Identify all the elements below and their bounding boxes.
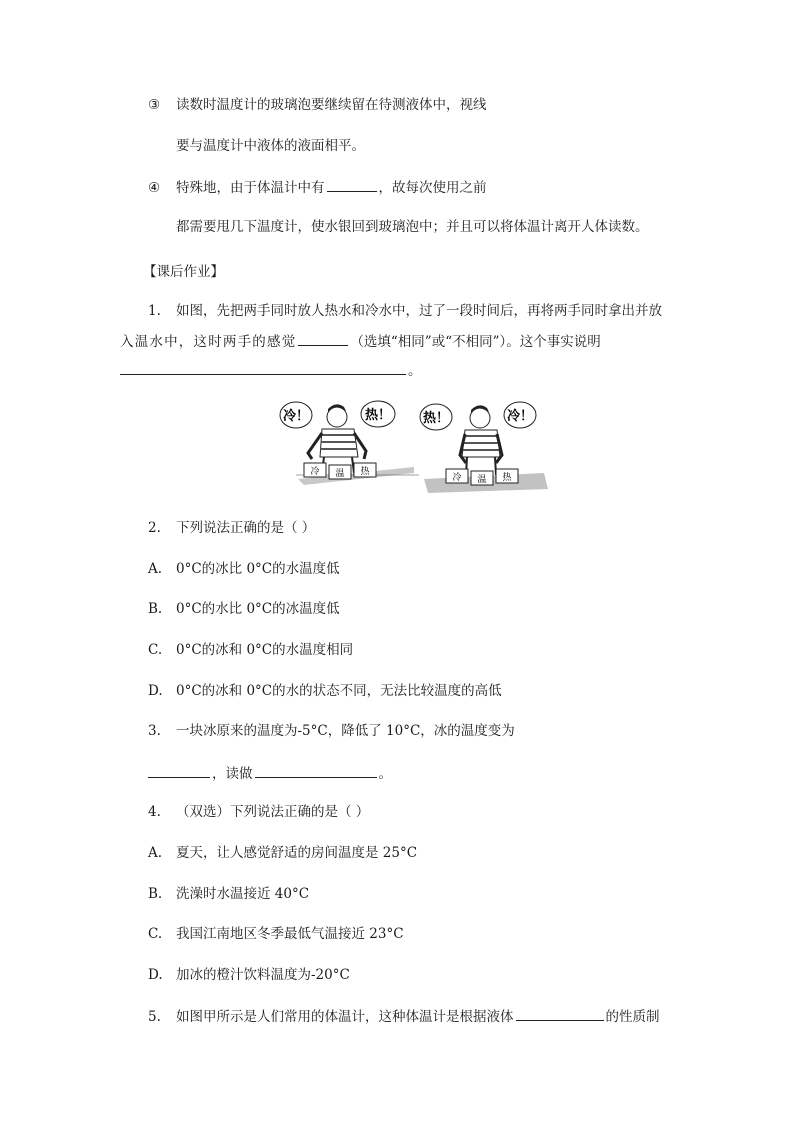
q4-option-a[interactable] <box>148 844 417 862</box>
q5-text-1a: 如图甲所示是人们常用的体温计，这种体温计是根据液体 <box>176 1009 514 1025</box>
q1-text-2b: （选填“相同”或“不相同”）。这个事实说明 <box>350 334 601 350</box>
q5-number: 5. <box>148 1009 161 1025</box>
q4-stem <box>148 803 369 821</box>
item-3-line-1 <box>148 96 487 114</box>
q2-text: 下列说法正确的是（ ） <box>176 520 316 536</box>
q4-option-b[interactable] <box>148 885 309 903</box>
q5-text-1b: 的性质制 <box>605 1009 660 1025</box>
item-3-marker: ③ <box>148 97 161 113</box>
q1-line-2 <box>120 331 601 351</box>
q3-number: 3. <box>148 723 161 739</box>
q2-option-c[interactable] <box>148 641 353 659</box>
q4-number: 4. <box>148 804 161 820</box>
option-letter: C. <box>148 642 163 658</box>
item-3-text: 读数时温度计的玻璃泡要继续留在待测液体中，视线 <box>176 97 487 113</box>
basin-label-hot: 热 <box>360 467 370 477</box>
item-3-line-2: 要与温度计中液体的液面相平。 <box>176 138 365 154</box>
left-scene <box>280 401 419 485</box>
basin-label-warm: 温 <box>335 469 345 479</box>
q2-stem <box>148 519 315 537</box>
q5-line-1 <box>148 1006 660 1026</box>
answer-blank[interactable] <box>298 331 348 346</box>
item-4-text-b: ，故每次使用之前 <box>378 180 487 196</box>
option-letter: D. <box>148 967 163 983</box>
option-text: 0°C的水比 0°C的冰温度低 <box>176 601 340 617</box>
basin-label-cold: 冷 <box>452 473 462 483</box>
q4-text: （双选）下列说法正确的是（ ） <box>176 804 370 820</box>
q1-line-1 <box>148 302 662 320</box>
q2-option-a[interactable] <box>148 560 340 578</box>
answer-blank[interactable] <box>255 763 377 778</box>
q3-text-1: 一块冰原来的温度为-5°C，降低了 10°C，冰的温度变为 <box>176 723 515 739</box>
option-letter: A. <box>148 561 163 577</box>
q3-line-1 <box>148 722 515 740</box>
option-text: 0°C的冰和 0°C的水的状态不同，无法比较温度的高低 <box>176 683 502 699</box>
bubble-text-hot: 热！ <box>422 411 450 426</box>
basin-label-hot: 热 <box>502 473 512 483</box>
q1-number: 1. <box>148 303 161 319</box>
section-title: 【课后作业】 <box>143 264 224 280</box>
item-4-marker: ④ <box>148 180 161 196</box>
q4-option-d[interactable] <box>148 966 350 984</box>
answer-blank[interactable] <box>148 763 210 778</box>
q2-number: 2. <box>148 520 161 536</box>
q2-option-d[interactable] <box>148 682 502 700</box>
item-4-text-a: 特殊地，由于体温计中有 <box>176 180 325 196</box>
q1-text-1: 如图，先把两手同时放人热水和冷水中，过了一段时间后，再将两手同时拿出并放 <box>176 303 662 319</box>
option-text: 夏天，让人感觉舒适的房间温度是 25°C <box>176 845 418 861</box>
option-text: 0°C的冰比 0°C的水温度低 <box>176 561 340 577</box>
option-letter: A. <box>148 845 163 861</box>
option-text: 我国江南地区冬季最低气温接近 23°C <box>176 926 404 942</box>
right-scene <box>420 402 548 493</box>
q2-option-b[interactable] <box>148 600 340 618</box>
q1-line-3 <box>120 360 422 380</box>
hands-in-water-figure <box>274 393 550 497</box>
q3-text-3: 。 <box>378 766 392 782</box>
option-text: 加冰的橙汁饮料温度为-20°C <box>176 967 350 983</box>
item-4-line-1 <box>148 177 487 197</box>
option-text: 0°C的冰和 0°C的水温度相同 <box>176 642 354 658</box>
bubble-text-cold: 冷！ <box>282 409 310 424</box>
bubble-text-hot: 热！ <box>364 408 392 423</box>
answer-blank[interactable] <box>516 1006 604 1021</box>
answer-blank[interactable] <box>120 360 406 375</box>
option-letter: B. <box>148 601 163 617</box>
option-letter: D. <box>148 683 163 699</box>
option-letter: C. <box>148 926 163 942</box>
item-4-line-2: 都需要甩几下温度计，使水银回到玻璃泡中；并且可以将体温计离开人体读数。 <box>176 219 649 235</box>
q1-text-3: 。 <box>408 363 422 379</box>
basin-label-warm: 温 <box>477 475 487 485</box>
option-text: 洗澡时水温接近 40°C <box>176 886 310 902</box>
answer-blank[interactable] <box>327 177 377 192</box>
q3-text-2: ，读做 <box>212 766 253 782</box>
q3-line-2 <box>148 763 392 783</box>
bubble-text-cold: 冷！ <box>506 409 534 424</box>
q1-text-2a: 入温水中，这时两手的感觉 <box>120 334 297 350</box>
option-letter: B. <box>148 886 163 902</box>
basin-label-cold: 冷 <box>310 467 320 477</box>
q4-option-c[interactable] <box>148 925 404 943</box>
